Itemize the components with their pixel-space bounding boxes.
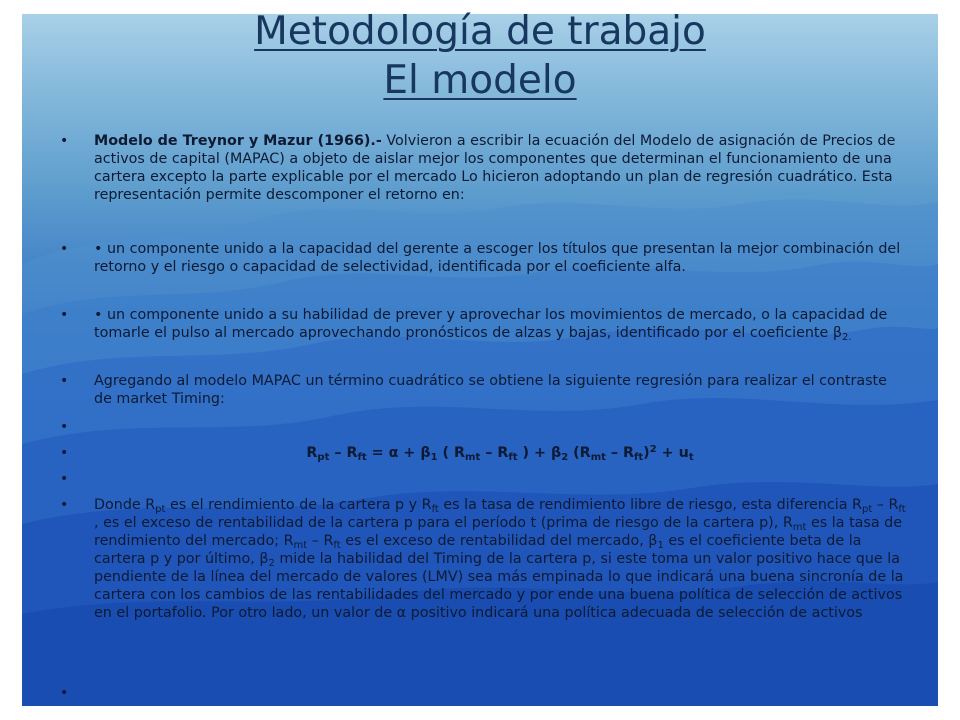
list-item-equation xyxy=(60,444,906,463)
title-line-2: El modelo xyxy=(383,58,577,103)
list-item xyxy=(60,132,906,204)
bullet: • xyxy=(60,419,69,435)
bullet: • xyxy=(60,445,69,461)
bullet: • xyxy=(60,685,69,701)
beta-subscript: 2. xyxy=(842,332,852,343)
list-item xyxy=(60,240,906,276)
bullet: • xyxy=(60,307,69,323)
regression-equation: $R_{pt} - R_{ft} = \alpha + \beta_1$ ( $R_{mt} - R_{ft}$ ) + $\beta_2$ $(R_{mt} - R_{ft})^2 + u_t$ xyxy=(306,444,694,463)
bullet-text: Volvieron a escribir la ecuación del Modelo de asignación de Precios de activos de capital (MAPAC) a objeto de aislar mejor los componentes que determinan el funcionamiento de una cartera excepto la parte explicable por el mercado Lo hicieron adoptando un plan de regresión cuadrático. Esta representación permite descomponer el retorno en: xyxy=(94,133,896,203)
bullet: • xyxy=(60,373,69,389)
list-item xyxy=(60,496,906,622)
bullet: • xyxy=(60,133,69,149)
bullet-lead: Modelo de Treynor y Mazur (1966).- xyxy=(94,133,382,149)
bullet: • xyxy=(60,241,69,257)
bullet-text: • un componente unido a su habilidad de prever y aprovechar los movimientos de mercado, o la capacidad de tomarle el pulso al mercado aprovechando pronósticos de alzas y bajas, identificado por el coeficiente β xyxy=(94,307,888,341)
bullet-text: Agregando al modelo MAPAC un término cuadrático se obtiene la siguiente regresión para realizar el contraste de market Timing: xyxy=(94,373,887,407)
bullet: • xyxy=(60,471,69,487)
list-item xyxy=(60,306,906,343)
bullet-text: • un componente unido a la capacidad del gerente a escoger los títulos que presentan la mejor combinación del retorno y el riesgo o capacidad de selectividad, identificada por el coeficiente alfa. xyxy=(94,241,901,275)
bullet-text: Donde $R_{pt}$ es el rendimiento de la cartera p y $R_{ft}$ es la tasa de rendimiento libre de riesgo, esta diferencia $R_{pt} - R_{ft}$ , es el exceso de rentabilidad de la cartera p para el período t (prima de riesgo de la cartera p), $R_{mt}$ es la tasa de rendimiento del mercado; $R_{mt} - R_{ft}$ es el exceso de rentabilidad del mercado, $\beta_1$ es el coeficiente beta de la cartera p y por último, $\beta_2$ mide la habilidad del Timing de la cartera p, si este toma un valor positivo hace que la pendiente de la línea del mercado de valores (LMV) sea más empinada lo que indicará una buena sincronía de la cartera con los cambios de las rentabilidades del mercado y por ende una buena política de selección de activos en el portafolio. Por otro lado, un valor de α positivo indicará una política adecuada de selección de activos xyxy=(94,497,906,621)
title-line-1: Metodología de trabajo xyxy=(254,9,706,54)
list-item xyxy=(60,372,906,408)
bullet: • xyxy=(60,497,69,513)
